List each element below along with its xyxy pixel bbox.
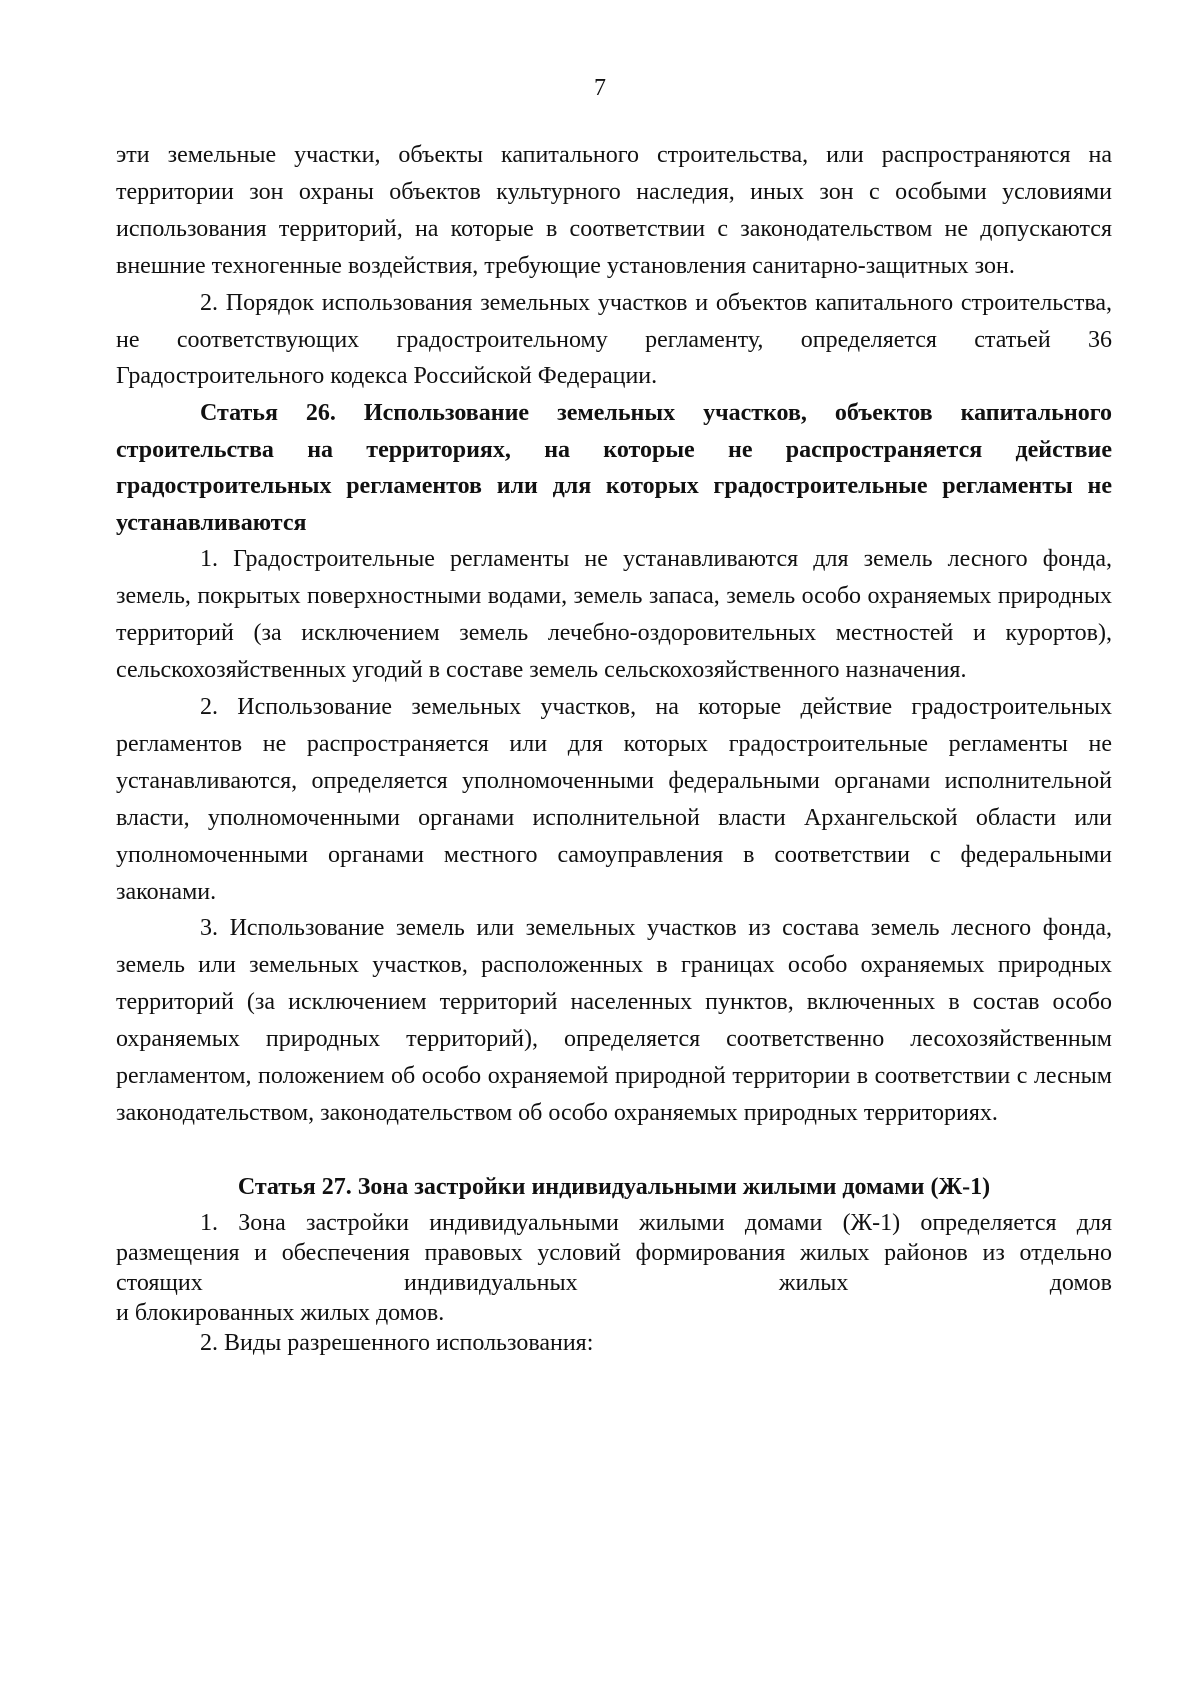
paragraph-article27-item1-main: 1. Зона застройки индивидуальными жилыми домами (Ж-1) определяется для размещения и обеспечения правовых условий формирования жилых районов из отдельно стоящих индивидуальных жилых домов (116, 1209, 1112, 1296)
paragraph-article26-item3: 3. Использование земель или земельных участков из состава земель лесного фонда, земель или земельных участков, расположенных в границах особо охраняемых природных территорий (за исключением территорий населенных пунктов, включенных в состав особо охраняемых природных территорий), определяется соответственно лесохозяйственным регламентом, положением об особо охраняемой природной территории в соответствии с лесным законодательством, законодательством об особо охраняемых природных территориях. (116, 915, 1112, 1126)
paragraph-article27-item2: 2. Виды разрешенного использования: (200, 1329, 594, 1356)
paragraph-article25-item2: 2. Порядок использования земельных участков и объектов капитального строительства, не соответствующих градостроительному регламенту, определяется статьей 36 Градостроительного кодекса Российской Федерации. (116, 289, 1112, 390)
article-26-heading: Статья 26. Использование земельных участков, объектов капитального строительства на территориях, на которые не распространяется действие градостроительных регламентов или для которых градостроительные регламенты не устанавливаются (116, 400, 1112, 536)
article-27-heading: Статья 27. Зона застройки индивидуальными жилыми домами (Ж-1) (237, 1173, 991, 1200)
page-number: 7 (594, 75, 606, 101)
paragraph-article26-item2: 2. Использование земельных участков, на которые действие градостроительных регламентов не распространяется или для которых градостроительные регламенты не устанавливаются, определяется уполномоченными федеральными органами исполнительной власти, уполномоченными органами исполнительной власти Архангельской области или уполномоченными органами местного самоуправления в соответствии с федеральными законами. (116, 693, 1112, 905)
paragraph-continuation: эти земельные участки, объекты капитального строительства, или распространяются на территории зон охраны объектов культурного наследия, иных зон с особыми условиями использования территорий, на которые в соответствии с законодательством не допускаются внешние техногенные воздействия, требующие установления санитарно-защитных зон. (116, 142, 1112, 279)
paragraph-article26-item1: 1. Градостроительные регламенты не устанавливаются для земель лесного фонда, земель, покрытых поверхностными водами, земель запаса, земель особо охраняемых природных территорий (за исключением земель лечебно-оздоровительных местностей и курортов), сельскохозяйственных угодий в составе земель сельскохозяйственного назначения. (116, 546, 1112, 684)
paragraph-article27-item1-end: и блокированных жилых домов. (116, 1299, 445, 1326)
document-body (116, 137, 1112, 1358)
